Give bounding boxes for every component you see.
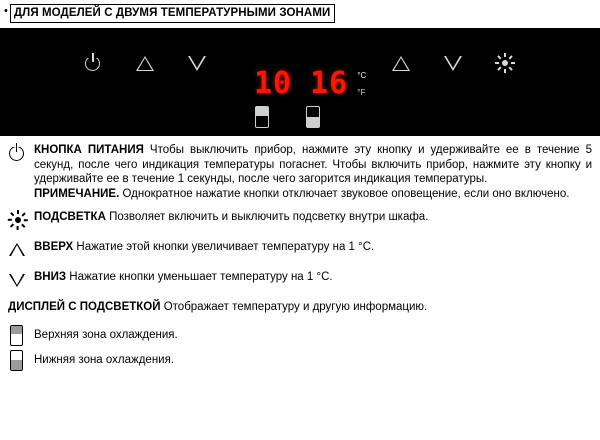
entry-text (34, 270, 333, 285)
legend-upper-zone (8, 325, 592, 346)
entry-text (34, 210, 428, 225)
glyph-cell (8, 325, 34, 346)
temperature-display (252, 68, 366, 100)
down-arrow-icon-2[interactable] (444, 56, 462, 71)
entry-body: Позволяет включить и выключить подсветку внутри шкафа. (105, 211, 429, 223)
control-panel-illustration (0, 28, 600, 136)
entry-down (8, 270, 592, 291)
entry-title: ПОДСВЕТКА (34, 211, 106, 223)
entry-text (34, 143, 592, 201)
entry-title: ВВЕРХ (34, 241, 74, 253)
up-arrow-icon-2[interactable] (392, 56, 410, 71)
section-heading (0, 0, 600, 25)
glyph-cell (8, 240, 34, 261)
entry-text (34, 240, 374, 255)
entry-up (8, 240, 592, 261)
zone-indicator-row (255, 106, 320, 128)
entry-body: Отображает температуру и другую информацию. (160, 301, 428, 313)
legend-label: Верхняя зона охлаждения. (34, 328, 178, 341)
up-arrow-icon[interactable] (136, 56, 154, 71)
description-body (0, 136, 600, 371)
glyph-cell (8, 350, 34, 371)
entry-power (8, 143, 592, 201)
digit-group (252, 68, 350, 100)
entry-body: Чтобы выключить прибор, нажмите эту кнопку и удерживайте ее в течение 5 секунд, после чего индикация температуры погаснет. Чтобы включить прибор, нажмите эту кнопку и удерживайте ее в течение 1 секунды, после чего загорится индикация температуры. (34, 144, 592, 185)
upper-zone-icon (10, 325, 23, 346)
entry-body: Нажатие этой кнопки увеличивает температуру на 1 °C. (73, 241, 375, 253)
glyph-cell (8, 270, 34, 291)
heading-text: ДЛЯ МОДЕЛЕЙ С ДВУМЯ ТЕМПЕРАТУРНЫМИ ЗОНАМИ (10, 4, 336, 23)
light-icon[interactable] (495, 53, 515, 73)
fahrenheit-indicator: °F (357, 87, 366, 97)
legend-label: Нижняя зона охлаждения. (34, 353, 175, 366)
entry-note-body: Однократное нажатие кнопки отключает звуковое оповещение, если оно включено. (119, 187, 570, 200)
entry-title: КНОПКА ПИТАНИЯ (34, 144, 144, 156)
power-icon[interactable] (85, 54, 103, 72)
down-arrow-icon[interactable] (188, 56, 206, 71)
bullet-marker: • (4, 5, 8, 17)
glyph-cell (8, 143, 34, 164)
entry-title: ВНИЗ (34, 271, 67, 283)
down-arrow-icon-inline (9, 274, 25, 287)
up-arrow-icon-inline (9, 243, 25, 256)
right-zone-temperature: 16 (310, 66, 349, 101)
left-zone-temperature: 10 (254, 66, 293, 101)
glyph-cell (8, 210, 34, 231)
lower-zone-icon (10, 350, 23, 371)
entry-title: ДИСПЛЕЙ С ПОДСВЕТКОЙ (8, 301, 161, 313)
entry-display (8, 300, 592, 315)
lower-zone-indicator (306, 106, 320, 128)
celsius-indicator: °C (357, 70, 367, 80)
legend-lower-zone (8, 350, 592, 371)
entry-light (8, 210, 592, 231)
light-icon-inline (9, 211, 27, 229)
entry-body: Нажатие кнопки уменьшает температуру на 1 °C. (66, 271, 333, 283)
upper-zone-indicator (255, 106, 269, 128)
power-icon-inline (9, 144, 26, 161)
entry-note-title: ПРИМЕЧАНИЕ. (34, 187, 120, 200)
unit-indicators (357, 72, 366, 97)
